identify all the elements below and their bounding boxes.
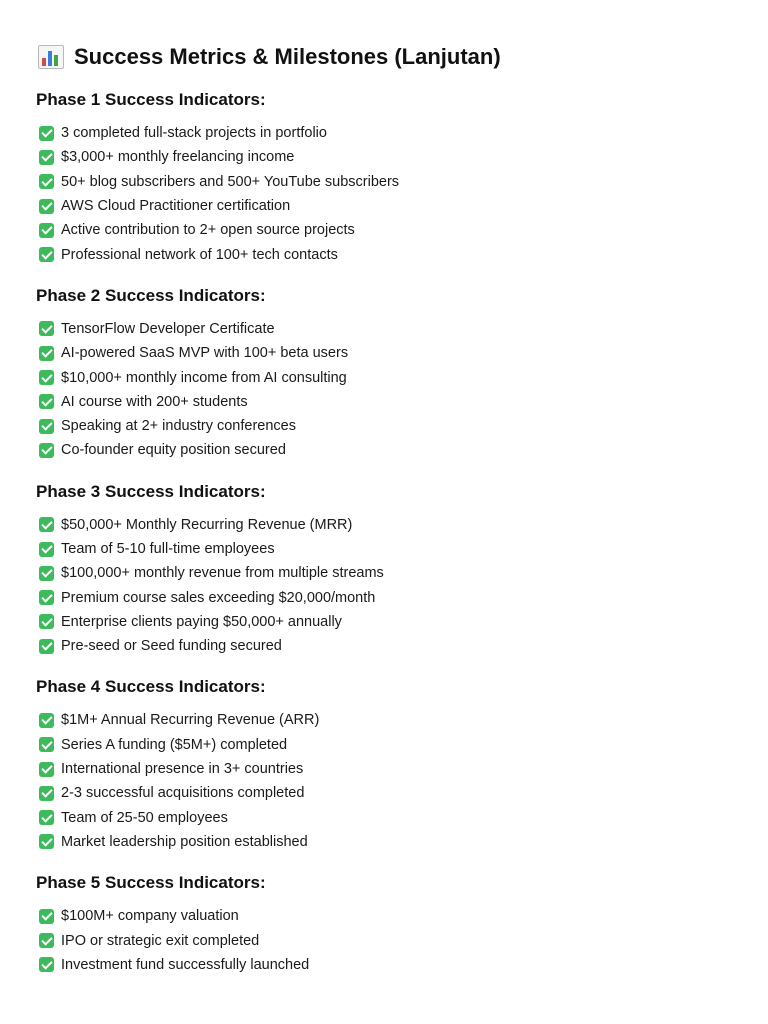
indicator-list — [36, 904, 736, 977]
check-box-icon — [39, 933, 54, 948]
list-item — [36, 414, 736, 438]
list-item-text: 50+ blog subscribers and 500+ YouTube subscribers — [61, 173, 400, 190]
list-item — [36, 194, 736, 218]
check-box-icon — [39, 247, 54, 262]
list-item-text: International presence in 3+ countries — [61, 761, 304, 778]
list-item-text: $100M+ company valuation — [61, 908, 239, 925]
phase-section-2 — [36, 284, 736, 463]
list-item-text: Professional network of 100+ tech contacts — [61, 246, 338, 263]
list-item — [36, 537, 736, 561]
list-item-text: $100,000+ monthly revenue from multiple streams — [61, 565, 384, 582]
list-item-text: Co-founder equity position secured — [61, 442, 286, 459]
list-item-text: Active contribution to 2+ open source projects — [61, 222, 355, 239]
list-item — [36, 513, 736, 537]
phase-section-4 — [36, 675, 736, 854]
list-item-text: Investment fund successfully launched — [61, 956, 310, 973]
list-item — [36, 585, 736, 609]
check-box-icon — [39, 126, 54, 141]
phase-heading: Phase 2 Success Indicators: — [36, 285, 266, 305]
list-item-text: Enterprise clients paying $50,000+ annually — [61, 613, 342, 630]
list-item-text: TensorFlow Developer Certificate — [61, 320, 275, 337]
indicator-list — [36, 121, 736, 267]
list-item-text: $50,000+ Monthly Recurring Revenue (MRR) — [61, 516, 353, 533]
phase-section-5 — [36, 871, 736, 977]
check-box-icon — [39, 639, 54, 654]
check-box-icon — [39, 419, 54, 434]
check-box-icon — [39, 150, 54, 165]
check-box-icon — [39, 443, 54, 458]
list-item-text: Pre-seed or Seed funding secured — [61, 638, 282, 655]
list-item-text: Premium course sales exceeding $20,000/month — [61, 589, 376, 606]
title-row — [36, 40, 736, 74]
list-item — [36, 145, 736, 169]
check-box-icon — [39, 394, 54, 409]
list-item-text: 3 completed full-stack projects in portfolio — [61, 125, 327, 142]
list-item — [36, 317, 736, 341]
list-item-text: AI-powered SaaS MVP with 100+ beta users — [61, 345, 349, 362]
check-box-icon — [39, 566, 54, 581]
check-box-icon — [39, 810, 54, 825]
check-box-icon — [39, 614, 54, 629]
list-item-text: Series A funding ($5M+) completed — [61, 736, 288, 753]
list-item — [36, 904, 736, 928]
list-item — [36, 438, 736, 462]
list-item — [36, 561, 736, 585]
list-item — [36, 610, 736, 634]
list-item — [36, 634, 736, 658]
check-box-icon — [39, 713, 54, 728]
list-item — [36, 218, 736, 242]
list-item — [36, 806, 736, 830]
list-item-text: 2-3 successful acquisitions completed — [61, 785, 305, 802]
list-item — [36, 708, 736, 732]
check-box-icon — [39, 909, 54, 924]
list-item — [36, 953, 736, 977]
list-item — [36, 781, 736, 805]
list-item — [36, 170, 736, 194]
check-box-icon — [39, 834, 54, 849]
check-box-icon — [39, 517, 54, 532]
list-item-text: $1M+ Annual Recurring Revenue (ARR) — [61, 712, 320, 729]
list-item-text: Team of 5-10 full-time employees — [61, 541, 275, 557]
phase-section-3 — [36, 480, 736, 659]
page-title: Success Metrics & Milestones (Lanjutan) — [74, 44, 501, 69]
phase-heading: Phase 3 Success Indicators: — [36, 481, 266, 501]
phases-container — [36, 88, 736, 977]
list-item-text: Team of 25-50 employees — [61, 809, 228, 826]
list-item — [36, 757, 736, 781]
check-box-icon — [39, 957, 54, 972]
check-box-icon — [39, 223, 54, 238]
check-box-icon — [39, 321, 54, 336]
list-item-text: $3,000+ monthly freelancing income — [61, 149, 295, 166]
phase-section-1 — [36, 88, 736, 267]
check-box-icon — [39, 590, 54, 605]
check-box-icon — [39, 199, 54, 214]
list-item — [36, 928, 736, 952]
list-item-text: Speaking at 2+ industry conferences — [61, 418, 296, 435]
list-item — [36, 121, 736, 145]
list-item — [36, 733, 736, 757]
check-box-icon — [39, 762, 54, 777]
list-item — [36, 830, 736, 854]
indicator-list — [36, 513, 736, 659]
list-item — [36, 341, 736, 365]
document-page — [36, 40, 736, 994]
check-box-icon — [39, 786, 54, 801]
check-box-icon — [39, 542, 54, 557]
check-box-icon — [39, 346, 54, 361]
check-box-icon — [39, 174, 54, 189]
list-item-text: AWS Cloud Practitioner certification — [61, 198, 291, 215]
check-box-icon — [39, 370, 54, 385]
list-item — [36, 242, 736, 266]
phase-heading: Phase 4 Success Indicators: — [36, 677, 266, 697]
list-item-text: IPO or strategic exit completed — [61, 932, 260, 949]
list-item — [36, 365, 736, 389]
phase-heading: Phase 1 Success Indicators: — [36, 90, 266, 109]
list-item-text: $10,000+ monthly income from AI consulting — [61, 369, 347, 386]
list-item-text: Market leadership position established — [61, 833, 308, 850]
indicator-list — [36, 317, 736, 463]
indicator-list — [36, 708, 736, 854]
list-item — [36, 390, 736, 414]
list-item-text: AI course with 200+ students — [61, 393, 248, 410]
check-box-icon — [39, 737, 54, 752]
bar-chart-icon — [38, 45, 64, 69]
phase-heading: Phase 5 Success Indicators: — [36, 873, 266, 893]
